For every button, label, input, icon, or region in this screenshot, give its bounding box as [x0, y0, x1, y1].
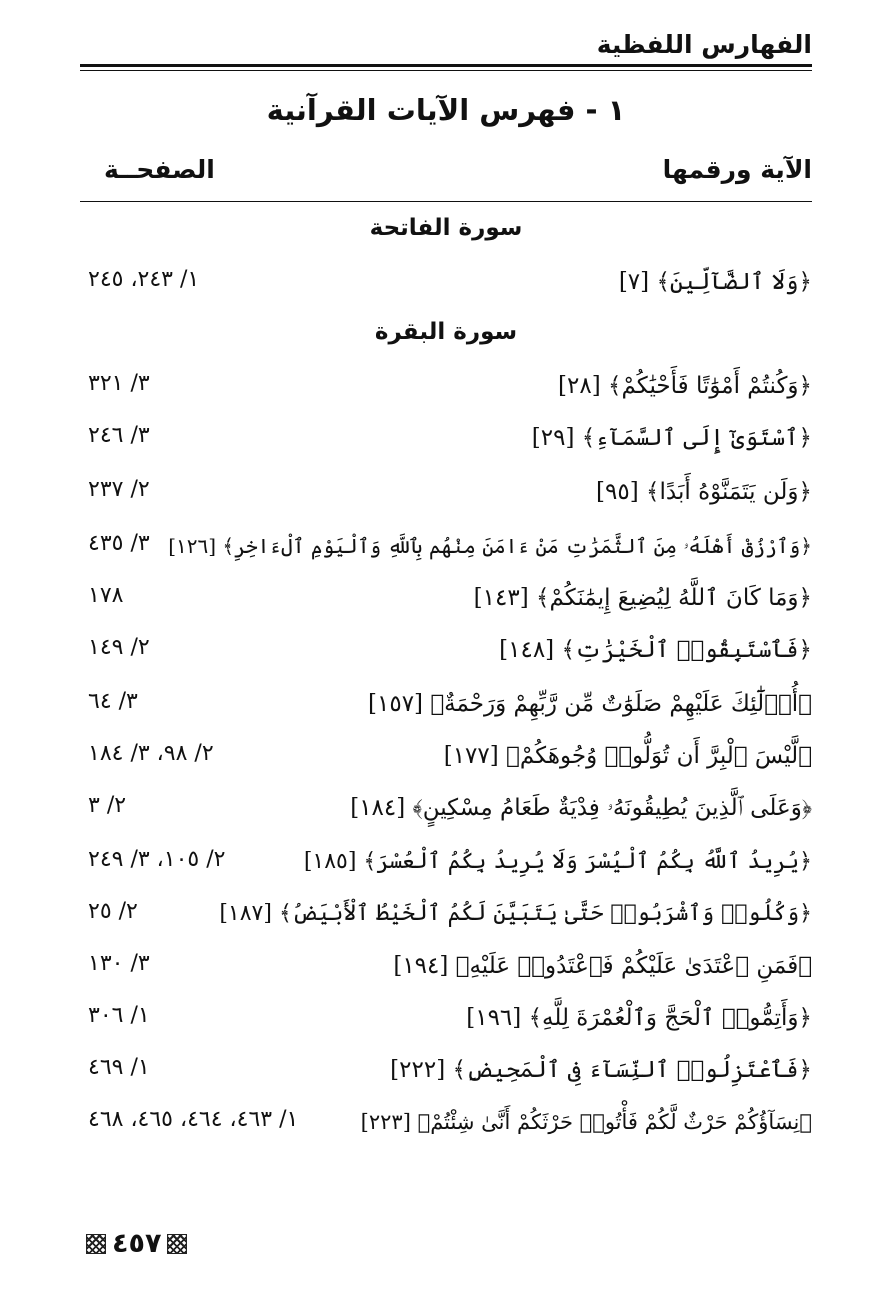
verse-text: ﴿فَٱعْتَزِلُوا۟ ٱلنِّسَآءَ فِى ٱلْمَحِيضِ﴾ [٢٢٢]	[390, 1057, 812, 1083]
page-refs: ٢/ ٢٥	[88, 899, 138, 924]
page-refs: ٢/ ١٤٩	[88, 635, 150, 660]
page-refs: ٢/ ٢٣٧	[88, 477, 150, 502]
index-entry	[80, 842, 812, 886]
page-refs: ٣/ ٢٤٦	[88, 423, 150, 448]
header-rule-thick	[80, 64, 812, 67]
verse-text: ﴿وَمَا كَانَ ٱللَّهُ لِيُضِيعَ إِيمَٰنَكُمْ﴾ [١٤٣]	[473, 585, 812, 611]
index-title: ١ - فهرس الآيات القرآنية	[266, 93, 626, 127]
verse-text: ﴿وَلَن يَتَمَنَّوْهُ أَبَدًا﴾ [٩٥]	[596, 479, 812, 505]
index-entry	[80, 736, 812, 780]
index-entry	[80, 1050, 812, 1094]
page-refs: ٣/ ٦٤	[88, 689, 138, 714]
verse-text: ﴿يُرِيدُ ٱللَّهُ بِكُمُ ٱلْيُسْرَ وَلَا يُرِيدُ بِكُمُ ٱلْعُسْرَ﴾ [١٨٥]	[303, 849, 812, 874]
index-entry	[80, 894, 812, 938]
page-refs: ١٧٨	[88, 583, 124, 608]
surah-heading-baqarah: سورة البقرة	[374, 319, 518, 345]
ornament-square-icon	[167, 1234, 187, 1254]
column-header-page: الصفحــة	[104, 155, 215, 184]
index-entry	[80, 1102, 812, 1146]
verse-text: ﴿وَأَتِمُّوا۟ ٱلْحَجَّ وَٱلْعُمْرَةَ لِلَّهِ﴾ [١٩٦]	[466, 1005, 812, 1031]
column-header-rule	[80, 201, 812, 202]
page-number	[86, 1228, 187, 1260]
page-refs: ١/ ٢٤٣، ٢٤٥	[88, 267, 200, 292]
verse-text: ﴿نِسَآؤُكُمْ حَرْثٌ لَّكُمْ فَأْتُوا۟ حَرْثَكُمْ أَنَّىٰ شِئْتُمْ﴾ [٢٢٣]	[360, 1110, 812, 1134]
page-refs: ٣/ ٣٢١	[88, 371, 150, 396]
index-entry	[80, 366, 812, 410]
page-refs: ٣/ ١٣٠	[88, 951, 150, 976]
ornament-square-icon	[86, 1234, 106, 1254]
verse-text: ﴿وَٱرْزُقْ أَهْلَهُۥ مِنَ ٱلثَّمَرَٰتِ مَنْ ءَامَنَ مِنْهُم بِٱللَّهِ وَٱلْيَوْمِ ٱلْءَاخِرِ﴾ [١٢٦]	[168, 534, 812, 558]
verse-text: ﴿وَعَلَى ٱلَّذِينَ يُطِيقُونَهُۥ فِدْيَةٌ طَعَامُ مِسْكِينٍ﴾ [١٨٤]	[350, 795, 812, 821]
index-entry	[80, 526, 812, 570]
running-head: الفهارس اللفظية	[596, 30, 812, 59]
verse-text: ﴿وَلَا ٱلضَّآلِّينَ﴾ [٧]	[618, 269, 812, 295]
index-entry	[80, 998, 812, 1042]
verse-text: ﴿فَٱسْتَبِقُوا۟ ٱلْخَيْرَٰتِ﴾ [١٤٨]	[499, 637, 812, 663]
page-refs: ١/ ٤٦٩	[88, 1055, 150, 1080]
index-entry	[80, 788, 812, 832]
index-entry	[80, 578, 812, 622]
index-entry	[80, 262, 812, 306]
header-rule-thin	[80, 70, 812, 71]
verse-text: ﴿فَمَنِ ٱعْتَدَىٰ عَلَيْكُمْ فَٱعْتَدُوا۟ عَلَيْهِ﴾ [١٩٤]	[393, 953, 812, 979]
verse-text: ﴿لَّيْسَ ٱلْبِرَّ أَن تُوَلُّوا۟ وُجُوهَكُمْ﴾ [١٧٧]	[443, 743, 812, 769]
surah-heading-fatiha: سورة الفاتحة	[369, 215, 523, 241]
column-header-verse: الآية ورقمها	[662, 155, 812, 184]
index-entry	[80, 472, 812, 516]
page-number-value: ٤٥٧	[112, 1228, 162, 1259]
index-entry	[80, 418, 812, 462]
index-entry	[80, 684, 812, 728]
page-refs: ١/ ٣٠٦	[88, 1003, 150, 1028]
page-refs: ٢/ ١٠٥، ٣/ ٢٤٩	[88, 847, 226, 872]
page-refs: ٣/ ٤٣٥	[88, 531, 150, 556]
verse-text: ﴿ٱسْتَوَىٰٓ إِلَى ٱلسَّمَآءِ﴾ [٢٩]	[531, 425, 812, 451]
verse-text: ﴿أُو۟لَٰٓئِكَ عَلَيْهِمْ صَلَوَٰتٌ مِّن رَّبِّهِمْ وَرَحْمَةٌ﴾ [١٥٧]	[368, 691, 812, 717]
index-entry	[80, 630, 812, 674]
page-refs: ٢/ ٩٨، ٣/ ١٨٤	[88, 741, 214, 766]
index-entry	[80, 946, 812, 990]
verse-text: ﴿وَكُلُوا۟ وَٱشْرَبُوا۟ حَتَّىٰ يَتَبَيَّنَ لَكُمُ ٱلْخَيْطُ ٱلْأَبْيَضُ﴾ [١٨٧]	[219, 901, 812, 926]
verse-text: ﴿وَكُنتُمْ أَمْوَٰتًا فَأَحْيَٰكُمْ﴾ [٢٨]	[558, 373, 812, 399]
page-refs: ١/ ٤٦٣، ٤٦٤، ٤٦٥، ٤٦٨	[88, 1107, 299, 1132]
page-refs: ٢/ ٣	[88, 793, 127, 818]
